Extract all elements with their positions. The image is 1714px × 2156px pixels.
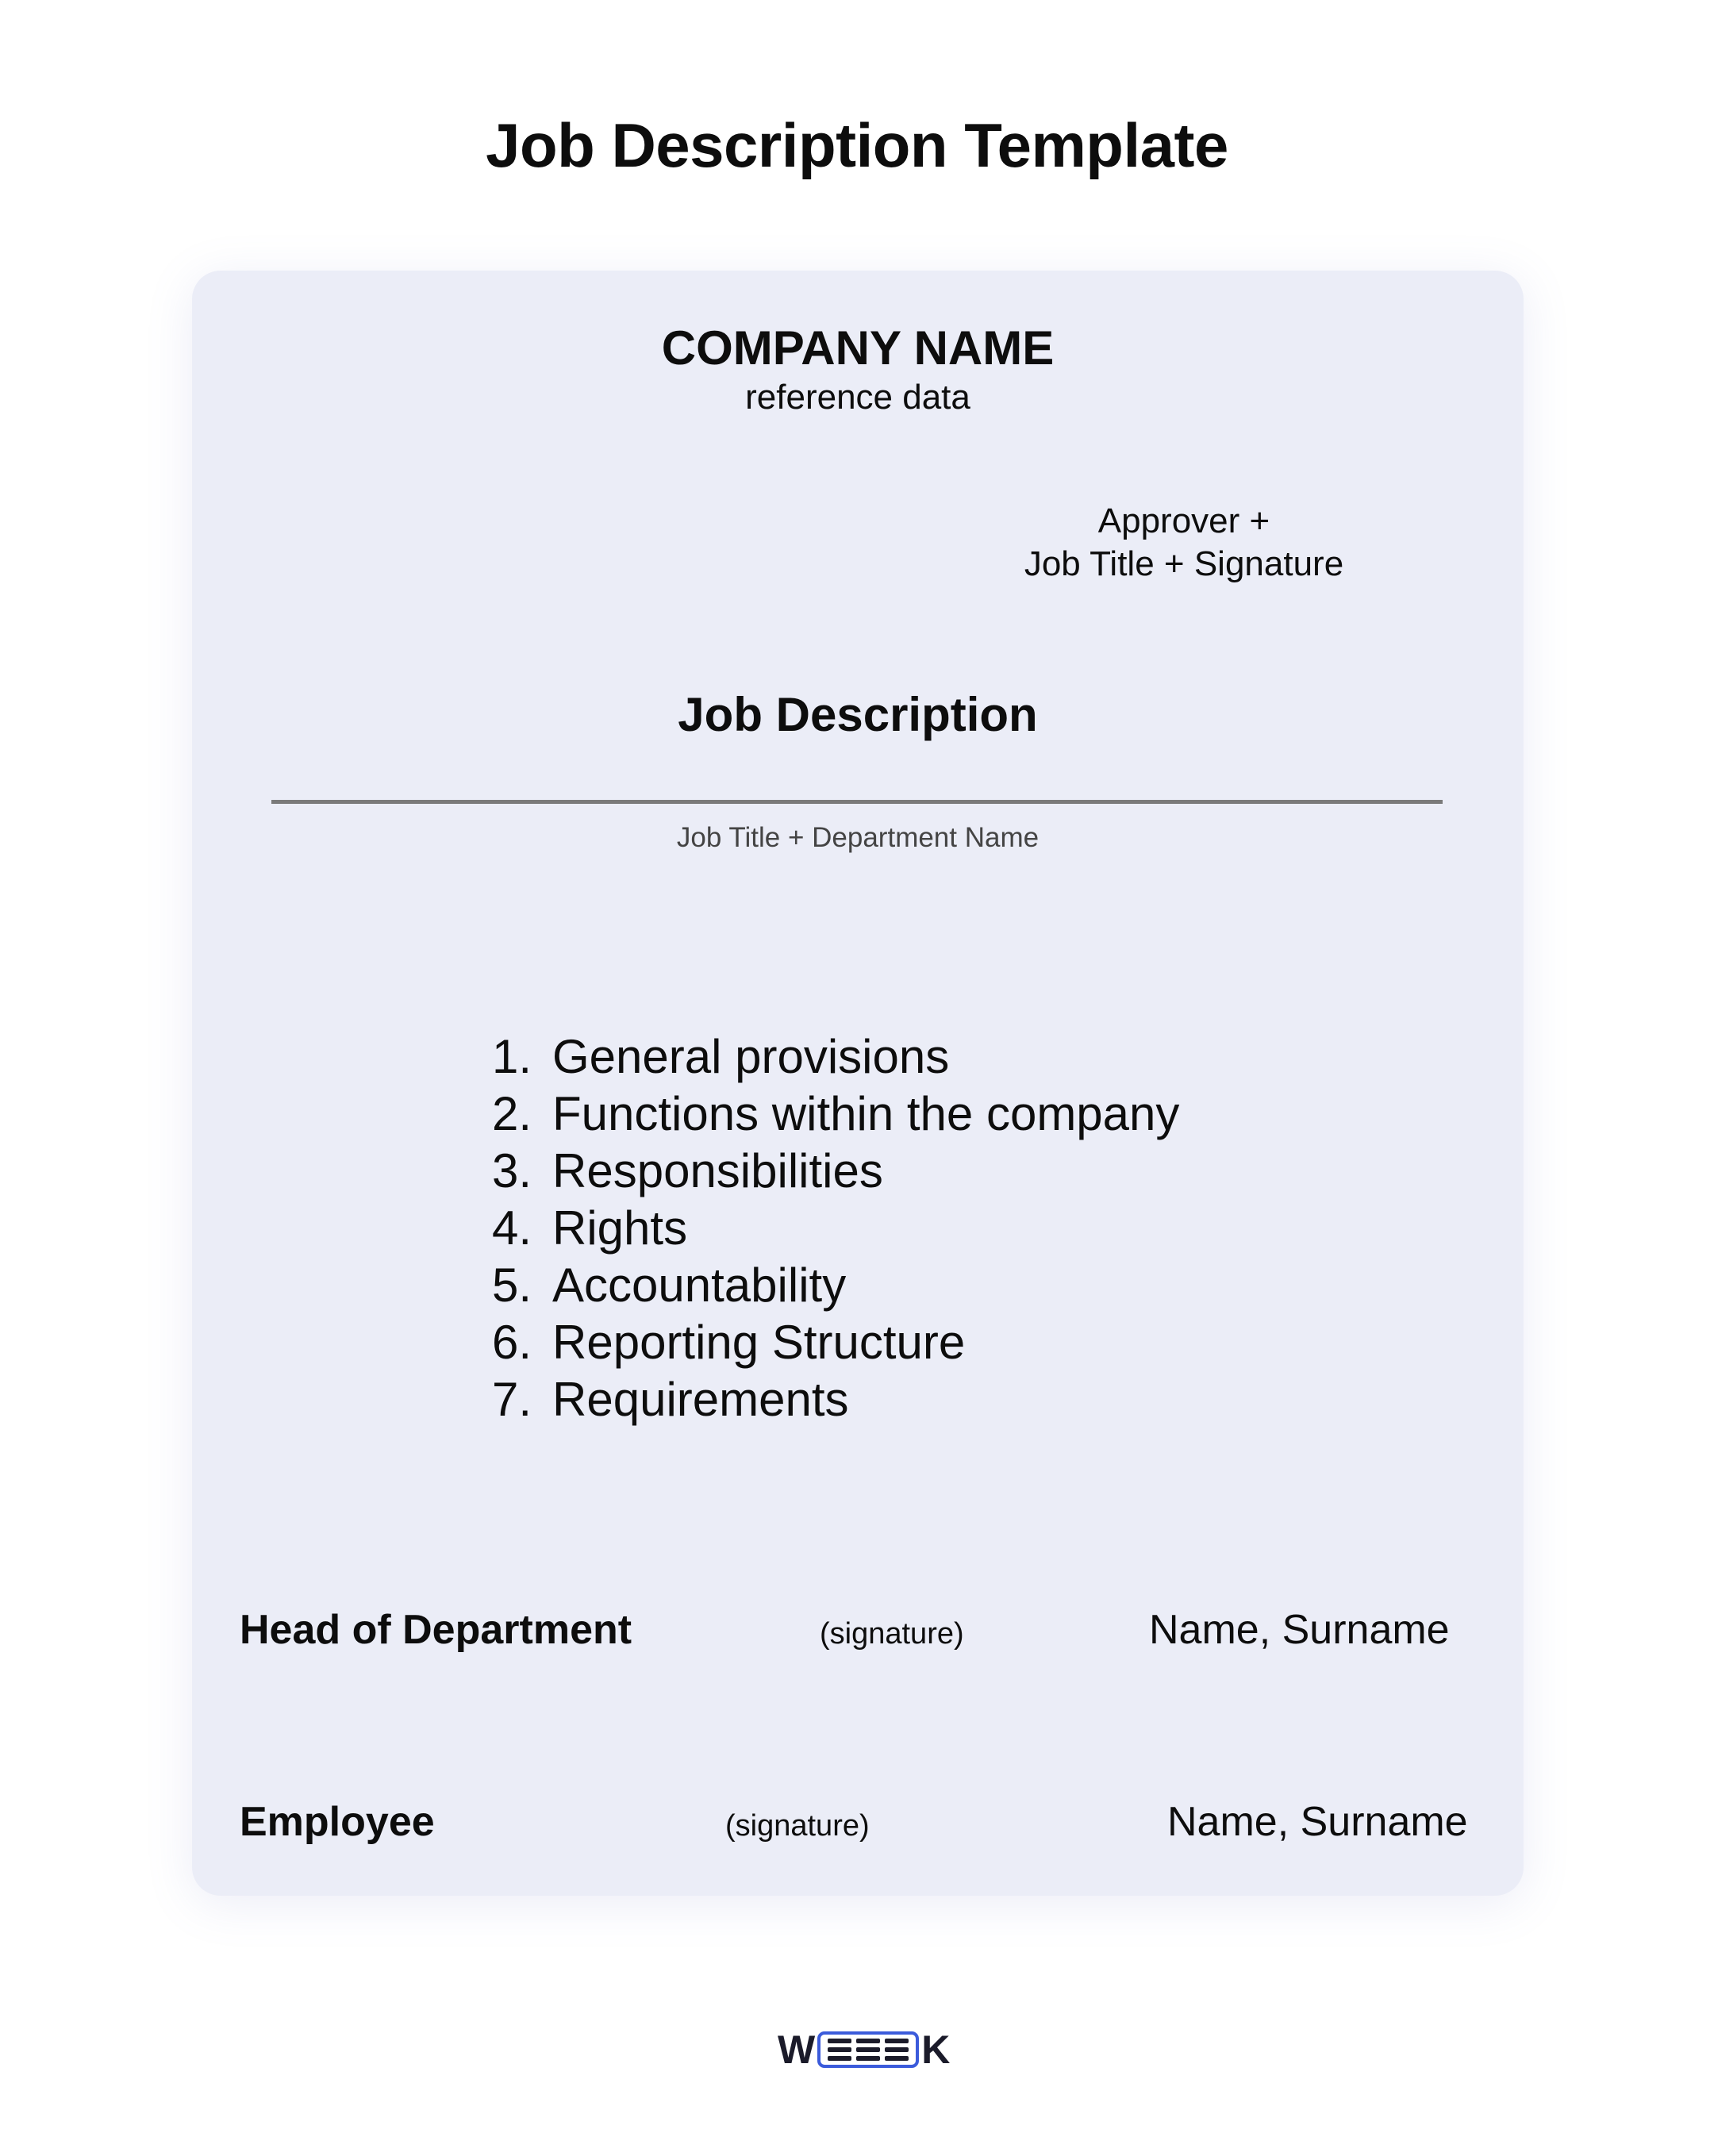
job-title-caption: Job Title + Department Name — [676, 822, 1040, 853]
section-label: Reporting Structure — [552, 1316, 966, 1369]
job-description-heading: Job Description — [678, 688, 1038, 741]
head-signature-placeholder: (signature) — [820, 1617, 964, 1651]
employee-name-surname: Name, Surname — [1167, 1799, 1468, 1845]
section-item — [492, 1314, 1179, 1371]
section-label: Functions within the company — [552, 1087, 1180, 1140]
approver-block — [1017, 500, 1351, 586]
logo-e-glyph — [856, 2039, 880, 2061]
logo-eee-mark — [817, 2031, 919, 2068]
logo-e-glyph — [828, 2039, 851, 2061]
section-number: 4. — [492, 1201, 532, 1255]
section-label: Rights — [552, 1201, 688, 1255]
section-item — [492, 1200, 1179, 1257]
section-number: 1. — [492, 1030, 532, 1083]
logo-letter-k: K — [921, 2027, 951, 2072]
document-card — [192, 271, 1524, 1896]
section-item — [492, 1028, 1179, 1086]
section-label: Accountability — [552, 1259, 847, 1312]
employee-signature-placeholder: (signature) — [725, 1809, 870, 1843]
section-list — [492, 1028, 1179, 1428]
section-number: 6. — [492, 1316, 532, 1369]
section-label: General provisions — [552, 1030, 950, 1083]
head-name-surname: Name, Surname — [1149, 1607, 1450, 1653]
approver-line-1: Approver + — [1097, 502, 1270, 540]
page-title: Job Description Template — [486, 110, 1228, 180]
section-item — [492, 1086, 1179, 1143]
section-number: 2. — [492, 1087, 532, 1140]
section-label: Requirements — [552, 1373, 849, 1426]
section-item — [492, 1143, 1179, 1200]
logo-e-glyph — [885, 2039, 909, 2061]
company-reference-data: reference data — [745, 378, 970, 417]
section-item — [492, 1371, 1179, 1428]
company-name: COMPANY NAME — [661, 321, 1055, 375]
section-number: 3. — [492, 1144, 532, 1197]
section-item — [492, 1257, 1179, 1314]
approver-line-2: Job Title + Signature — [1024, 544, 1344, 583]
head-of-department-label: Head of Department — [240, 1607, 632, 1653]
section-number: 7. — [492, 1373, 532, 1426]
weeek-logo — [778, 2027, 950, 2073]
employee-label: Employee — [240, 1799, 435, 1845]
logo-letter-w: W — [778, 2027, 816, 2072]
section-number: 5. — [492, 1259, 532, 1312]
section-label: Responsibilities — [552, 1144, 883, 1197]
title-underline — [271, 800, 1443, 804]
